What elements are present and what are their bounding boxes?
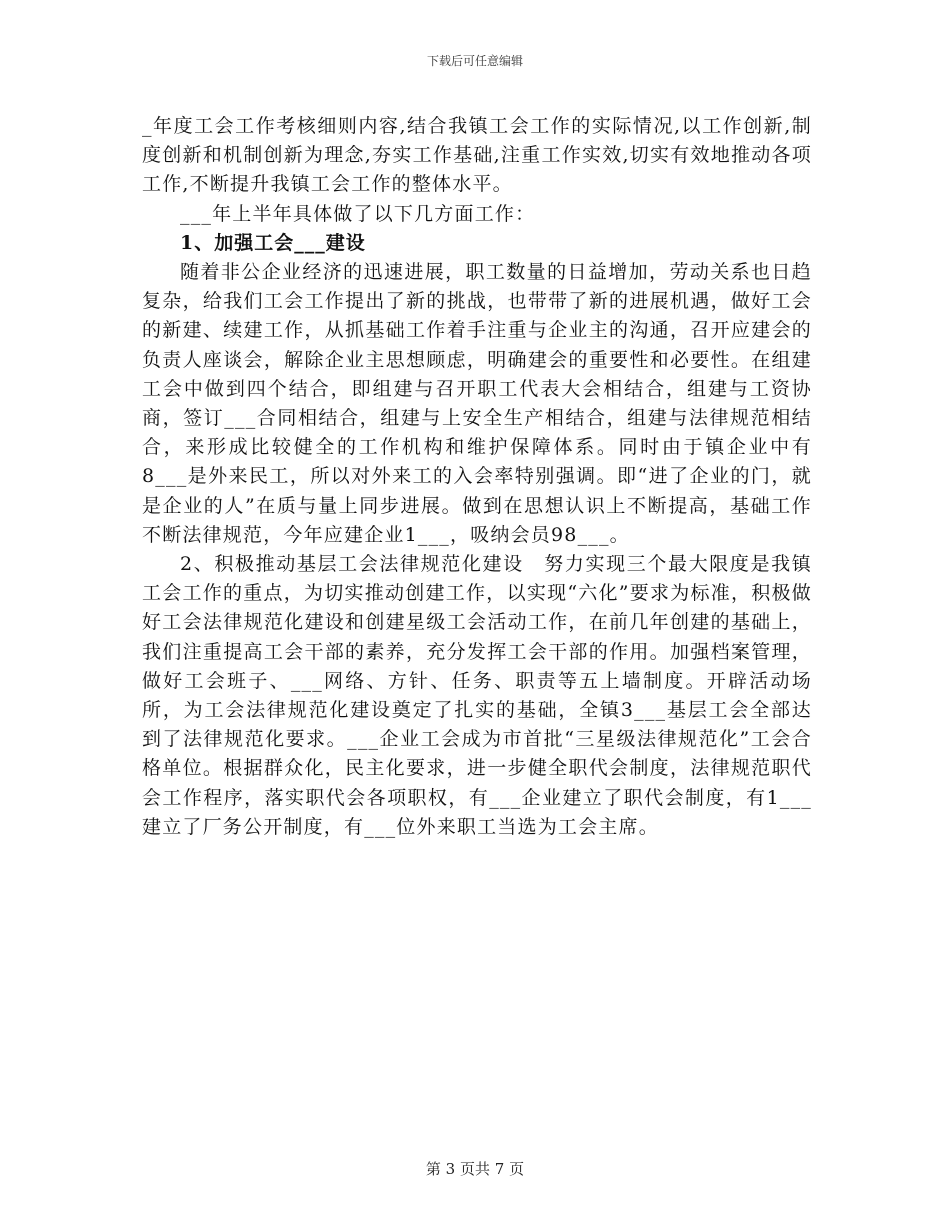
page-number: 第 3 页共 7 页 bbox=[425, 1160, 525, 1178]
paragraph-section-2: 2、积极推动基层工会法律规范化建设 努力实现三个最大限度是我镇工会工作的重点，为切实推动创建工作，以实现“六化”要求为标准，积极做好工会法律规范化建设和创建星级工会活动工作，在前几年创建的基础上，我们注重提高工会干部的素养，充分发挥工会干部的作用。加强档案管理，做好工会班子、___网络、方针、任务、职责等五上墙制度。开辟活动场所，为工会法律规范化建设奠定了扎实的基础，全镇3___基层工会全部达到了法律规范化要求。___企业工会成为市首批“三星级法律规范化”工会合格单位。根据群众化，民主化要求，进一步健全职代会制度，法律规范职代会工作程序，落实职代会各项职权，有___企业建立了职代会制度，有1___建立了厂务公开制度，有___位外来职工当选为工会主席。 bbox=[142, 553, 812, 838]
paragraph-summary: ___年上半年具体做了以下几方面工作： bbox=[180, 202, 536, 225]
paragraph-section-1: 随着非公企业经济的迅速进展，职工数量的日益增加，劳动关系也日趋复杂，给我们工会工作提出了新的挑战，也带带了新的进展机遇，做好工会的新建、续建工作，从抓基础工作着手注重与企业主的沟通，召开应建会的负责人座谈会，解除企业主思想顾虑，明确建会的重要性和必要性。在组建工会中做到四个结合，即组建与召开职工代表大会相结合，组建与工资协商，签订___合同相结合，组建与上安全生产相结合，组建与法律规范相结合，来形成比较健全的工作机构和维护保障体系。同时由于镇企业中有8___是外来民工，所以对外来工的入会率特别强调。即“进了企业的门，就是企业的人”在质与量上同步进展。做到在思想认识上不断提高，基础工作不断法律规范，今年应建企业1___，吸纳会员98___。 bbox=[142, 261, 812, 546]
paragraph-intro: _年度工会工作考核细则内容,结合我镇工会工作的实际情况,以工作创新,制度创新和机制创新为理念,夯实工作基础,注重工作实效,切实有效地推动各项工作,不断提升我镇工会工作的整体水平。 bbox=[142, 115, 812, 196]
section-heading-1: 1、加强工会___建设 bbox=[180, 231, 366, 254]
document-body bbox=[142, 112, 812, 842]
page-header: 下载后可任意编辑 bbox=[426, 54, 523, 68]
